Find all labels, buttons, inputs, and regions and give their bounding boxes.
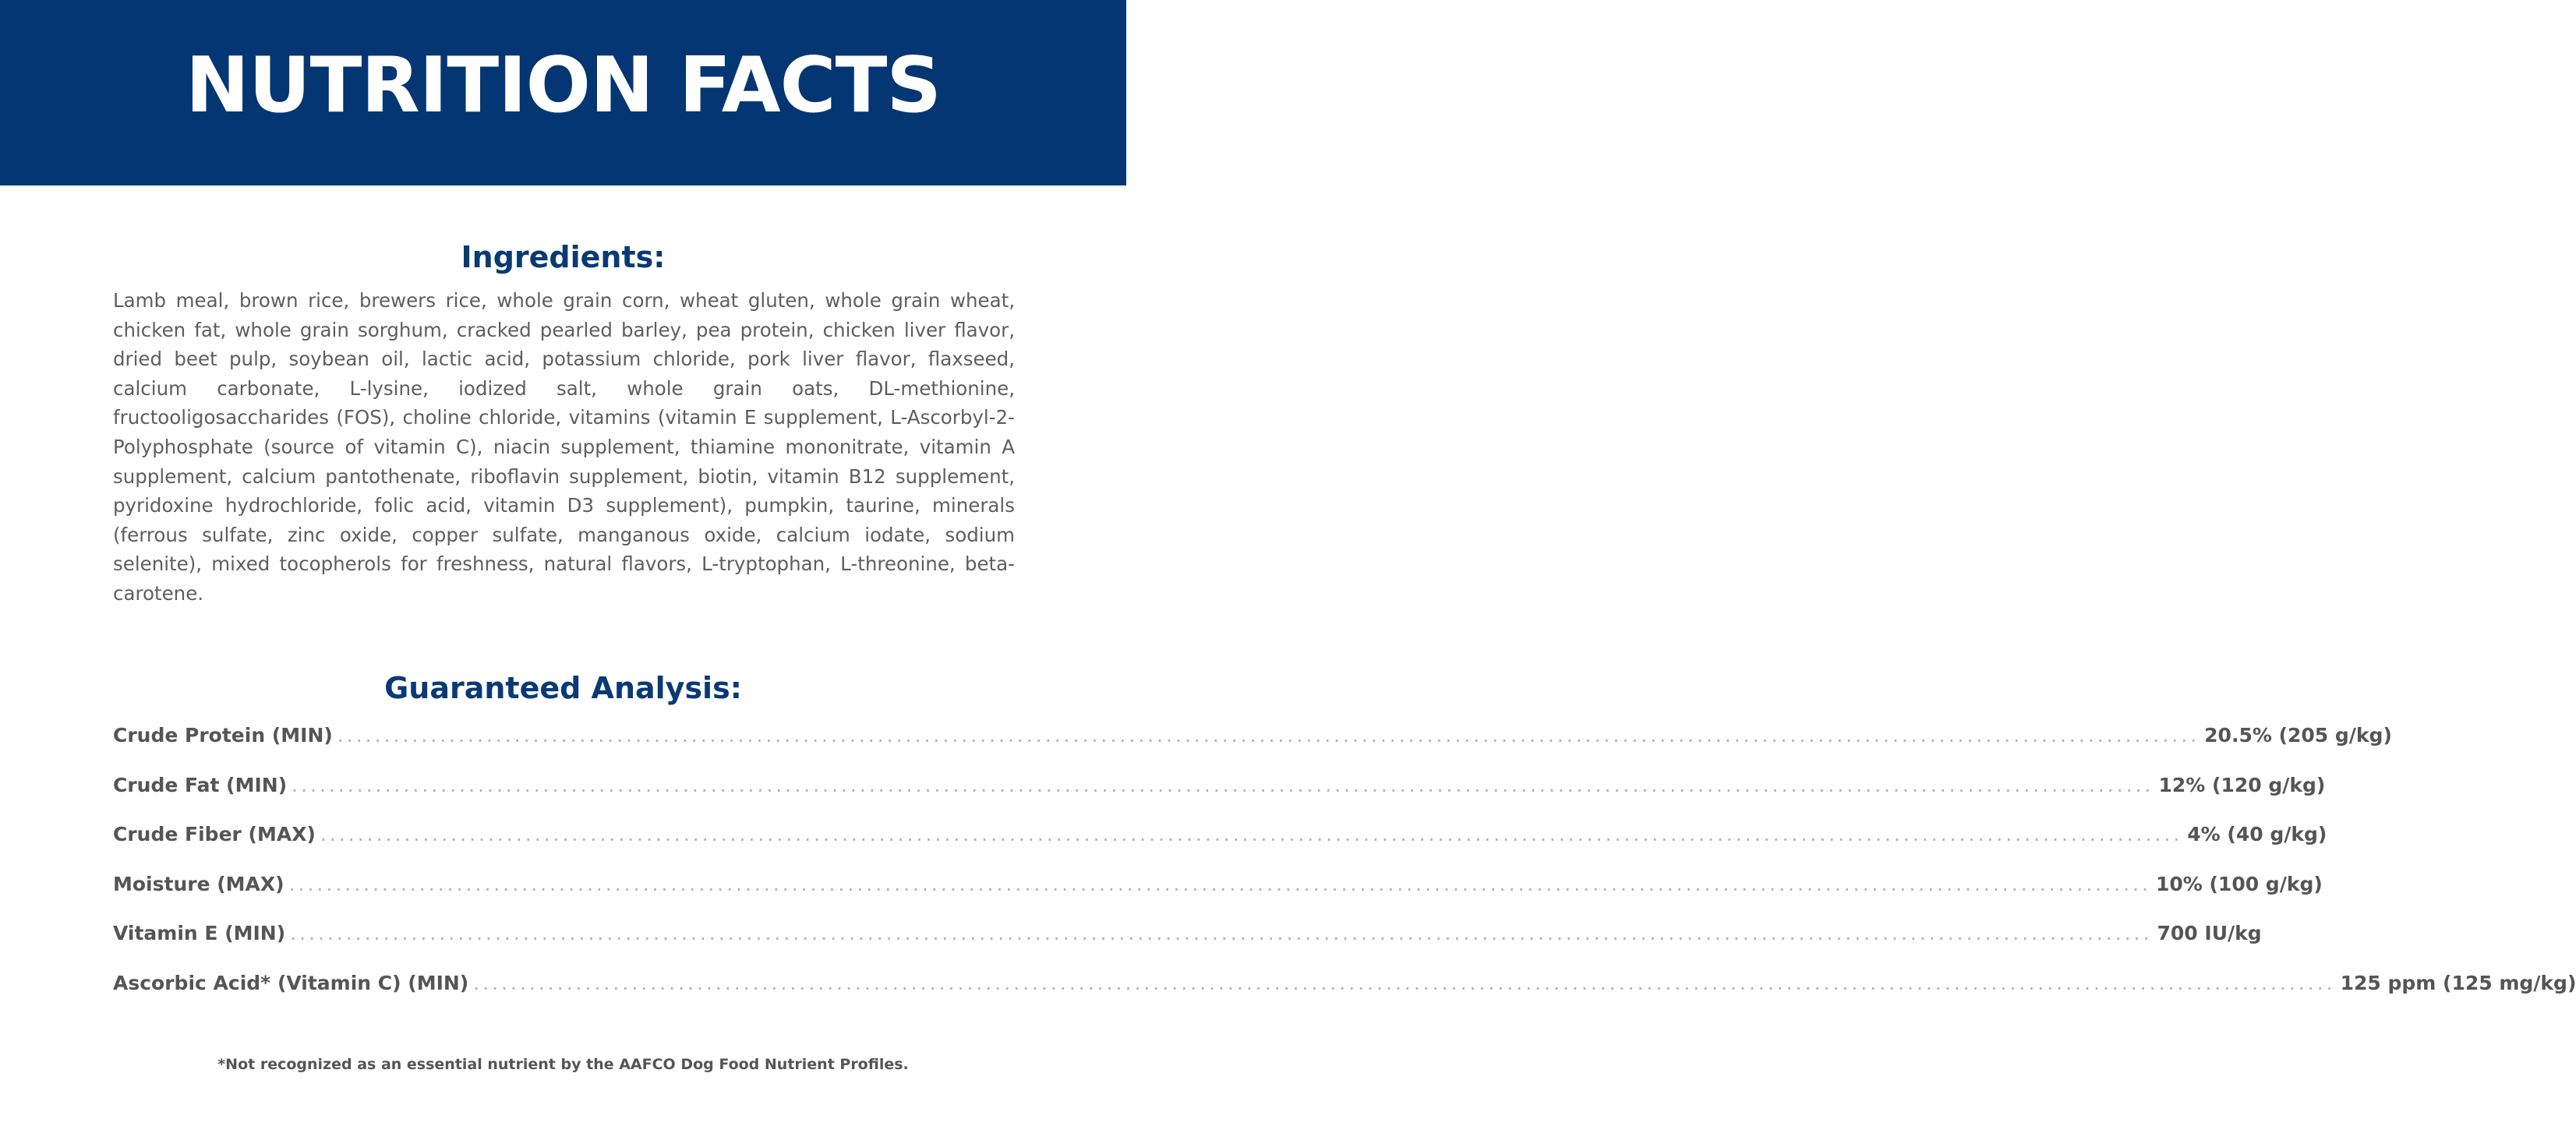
dot-leader: ........................................................................................................................................................................................................ — [320, 823, 2183, 846]
page-title: NUTRITION FACTS — [185, 41, 942, 130]
header-banner — [0, 0, 1126, 185]
ingredients-heading: Ingredients: — [461, 240, 666, 274]
guaranteed-analysis-table — [113, 724, 2576, 1022]
analysis-row-crude-protein — [113, 724, 2392, 774]
analysis-label: Crude Fiber (MAX) — [113, 823, 316, 846]
analysis-label: Vitamin E (MIN) — [113, 922, 286, 945]
analysis-value: 4% (40 g/kg) — [2187, 823, 2327, 846]
analysis-label: Crude Protein (MIN) — [113, 724, 333, 747]
analysis-row-crude-fat — [113, 773, 2326, 824]
analysis-value: 20.5% (205 g/kg) — [2204, 724, 2392, 747]
dot-leader: ........................................................................................................................................................................................................ — [337, 724, 2200, 747]
analysis-value: 10% (100 g/kg) — [2155, 872, 2323, 895]
guaranteed-analysis-heading: Guaranteed Analysis: — [384, 671, 742, 705]
analysis-row-vitamin-e — [113, 922, 2262, 972]
dot-leader: ........................................................................................................................................................................................................ — [292, 773, 2154, 796]
analysis-label: Crude Fat (MIN) — [113, 773, 288, 796]
analysis-label: Ascorbic Acid* (Vitamin C) (MIN) — [113, 971, 469, 994]
footnote: *Not recognized as an essential nutrient by the AAFCO Dog Food Nutrient Profiles. — [217, 1056, 909, 1073]
analysis-label: Moisture (MAX) — [113, 872, 284, 895]
analysis-value: 125 ppm (125 mg/kg) — [2340, 971, 2576, 994]
analysis-row-ascorbic-acid — [113, 971, 2576, 1022]
dot-leader: ........................................................................................................................................................................................................ — [473, 971, 2336, 994]
analysis-value: 12% (120 g/kg) — [2158, 773, 2326, 796]
dot-leader: ........................................................................................................................................................................................................ — [288, 872, 2151, 895]
dot-leader: ........................................................................................................................................................................................................ — [290, 922, 2153, 945]
analysis-row-moisture — [113, 872, 2323, 923]
analysis-value: 700 IU/kg — [2157, 922, 2262, 945]
ingredients-list: Lamb meal, brown rice, brewers rice, whole grain corn, wheat gluten, whole grain wheat, chicken fat, whole grain sorghum, cracked pearled barley, pea protein, chicken liver flavor, dried beet pulp, soybean oil, lactic acid, potassium chloride, pork liver flavor, flaxseed, calcium carbonate, L-lysine, iodized salt, whole grain oats, DL-methionine, fructooligosaccharides (FOS), choline chloride, vitamins (vitamin E supplement, L-Ascorbyl-2-Polyphosphate (source of vitamin C), niacin supplement, thiamine mononitrate, vitamin A supplement, calcium pantothenate, riboflavin supplement, biotin, vitamin B12 supplement, pyridoxine hydrochloride, folic acid, vitamin D3 supplement), pumpkin, taurine, minerals (ferrous sulfate, zinc oxide, copper sulfate, manganous oxide, calcium iodate, sodium selenite), mixed tocopherols for freshness, natural flavors, L-tryptophan, L-threonine, beta-carotene. — [113, 289, 1015, 605]
analysis-row-crude-fiber — [113, 823, 2327, 873]
